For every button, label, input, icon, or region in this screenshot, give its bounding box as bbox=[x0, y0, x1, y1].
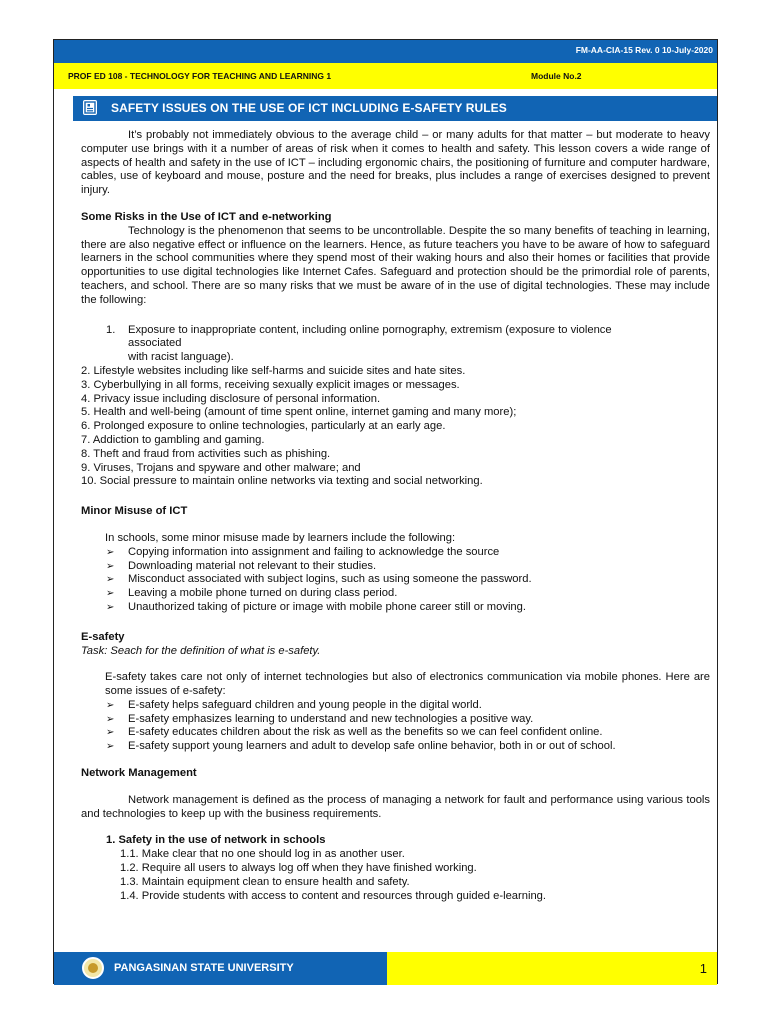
form-code: FM-AA-CIA-15 Rev. 0 10-July-2020 bbox=[575, 45, 713, 55]
risk-item: 6. Prolonged exposure to online technologies, particularly at an early age. bbox=[81, 420, 446, 433]
risk-text-line: Exposure to inappropriate content, including online pornography, extremism (exposure to violence bbox=[128, 323, 612, 336]
lesson-title-bar bbox=[73, 96, 717, 121]
list-item: ➢ Unauthorized taking of picture or image with mobile phone career still or moving. bbox=[106, 600, 526, 613]
esafety-task: Task: Seach for the definition of what is e-safety. bbox=[81, 644, 321, 657]
network-sublist bbox=[81, 848, 710, 903]
arrow-bullet-icon: ➢ bbox=[106, 741, 115, 753]
university-name: PANGASINAN STATE UNIVERSITY bbox=[114, 962, 294, 974]
esafety-paragraph: E-safety takes care not only of internet technologies but also of electronics communication via mobile phones. Here are some issues of e-safety: bbox=[105, 671, 710, 698]
list-item: 1.1. Make clear that no one should log in as another user. bbox=[120, 848, 405, 861]
list-item: ➢ Leaving a mobile phone turned on during class period. bbox=[106, 587, 398, 600]
footer-bar bbox=[54, 952, 387, 985]
list-item: 1.2. Require all users to always log off when they have finished working. bbox=[120, 862, 477, 875]
risks-list bbox=[81, 365, 710, 489]
risk-item: 2. Lifestyle websites including like self-harms and suicide sites and hate sites. bbox=[81, 364, 466, 377]
risk-item: 5. Health and well-being (amount of time spent online, internet gaming and many more); bbox=[81, 406, 517, 419]
page-number: 1 bbox=[699, 961, 707, 976]
header-bar bbox=[54, 40, 717, 63]
arrow-bullet-icon: ➢ bbox=[106, 560, 115, 572]
arrow-bullet-icon: ➢ bbox=[106, 713, 115, 725]
misuse-lead: In schools, some minor misuse made by learners include the following: bbox=[105, 531, 456, 544]
arrow-bullet-icon: ➢ bbox=[106, 699, 115, 711]
list-item: ➢ E-safety educates children about the risk as well as the benefits so we can feel confident online. bbox=[106, 726, 603, 739]
module-number: Module No.2 bbox=[531, 71, 582, 81]
risks-heading: Some Risks in the Use of ICT and e-networking bbox=[81, 210, 332, 223]
university-seal-icon bbox=[82, 957, 104, 979]
network-paragraph: Network management is defined as the process of managing a network for fault and performance using various tools and technologies to keep up with the business requirements. bbox=[81, 793, 710, 820]
list-item: ➢ E-safety support young learners and adult to develop safe online behavior, both in or out of school. bbox=[106, 740, 616, 753]
risk-text-line: with racist language). bbox=[128, 351, 234, 364]
lesson-content bbox=[81, 129, 710, 903]
esafety-list bbox=[81, 699, 710, 754]
esafety-heading: E-safety bbox=[81, 630, 125, 643]
risk-item: 9. Viruses, Trojans and spyware and other malware; and bbox=[81, 461, 361, 474]
footer-page-box bbox=[387, 952, 717, 985]
risk-item: 3. Cyberbullying in all forms, receiving sexually explicit images or messages. bbox=[81, 378, 460, 391]
arrow-bullet-icon: ➢ bbox=[106, 574, 115, 586]
network-subheading: 1. Safety in the use of network in schools bbox=[106, 834, 326, 847]
lesson-title: SAFETY ISSUES ON THE USE OF ICT INCLUDING E-SAFETY RULES bbox=[111, 101, 507, 115]
list-item: ➢ Downloading material not relevant to their studies. bbox=[106, 559, 377, 572]
risk-number: 1. bbox=[106, 323, 116, 336]
arrow-bullet-icon: ➢ bbox=[106, 588, 115, 600]
arrow-bullet-icon: ➢ bbox=[106, 546, 115, 558]
list-item: ➢ Copying information into assignment and failing to acknowledge the source bbox=[106, 545, 500, 558]
misuse-heading: Minor Misuse of ICT bbox=[81, 505, 188, 518]
misuse-list bbox=[81, 546, 710, 615]
list-item: 1.4. Provide students with access to content and resources through guided e-learning. bbox=[120, 889, 547, 902]
risks-paragraph: Technology is the phenomenon that seems to be uncontrollable. Despite the so many benefits of teaching in learning, there are also negative effect or influence on the learners. Hence, as future teachers you have to be aware of how to safeguard learners in the school communities where they spend most of their waking hours and also their homes or facilities that provide opportunities to use digital technologies like Internet Cafes. Safeguard and protection should be the primordial role of parents, teachers, and school. There are so many risks that we must be aware of in the use of digital technologies. These may include the following: bbox=[81, 224, 710, 306]
list-item: ➢ Misconduct associated with subject logins, such as using someone the password. bbox=[106, 573, 532, 586]
network-heading: Network Management bbox=[81, 767, 197, 780]
intro-paragraph: It’s probably not immediately obvious to the average child – or many adults for that matter – but moderate to heavy computer use brings with it a number of areas of risk when it comes to health and safety. This lesson covers a wide range of aspects of health and safety in the use of ICT – including ergonomic chairs, the positioning of furniture and computer hardware, cables, use of keyboard and mouse, posture and the need for breaks, plus includes a range of exercises designed to prevent injury. bbox=[81, 129, 710, 197]
document-icon bbox=[83, 100, 97, 115]
list-item: ➢ E-safety emphasizes learning to understand and new technologies a positive way. bbox=[106, 712, 534, 725]
risk-item bbox=[81, 324, 710, 365]
arrow-bullet-icon: ➢ bbox=[106, 601, 115, 613]
course-bar bbox=[54, 63, 717, 89]
list-item: 1.3. Maintain equipment clean to ensure health and safety. bbox=[120, 875, 410, 888]
list-item: ➢ E-safety helps safeguard children and young people in the digital world. bbox=[106, 698, 482, 711]
risk-item: 4. Privacy issue including disclosure of personal information. bbox=[81, 392, 381, 405]
risk-item: 7. Addiction to gambling and gaming. bbox=[81, 433, 265, 446]
arrow-bullet-icon: ➢ bbox=[106, 727, 115, 739]
course-title: PROF ED 108 - TECHNOLOGY FOR TEACHING AND LEARNING 1 bbox=[68, 71, 332, 81]
risk-item: 8. Theft and fraud from activities such as phishing. bbox=[81, 447, 331, 460]
risk-text-line: associated bbox=[128, 337, 182, 350]
risk-item: 10. Social pressure to maintain online networks via texting and social networking. bbox=[81, 475, 483, 488]
document-page bbox=[53, 39, 718, 984]
